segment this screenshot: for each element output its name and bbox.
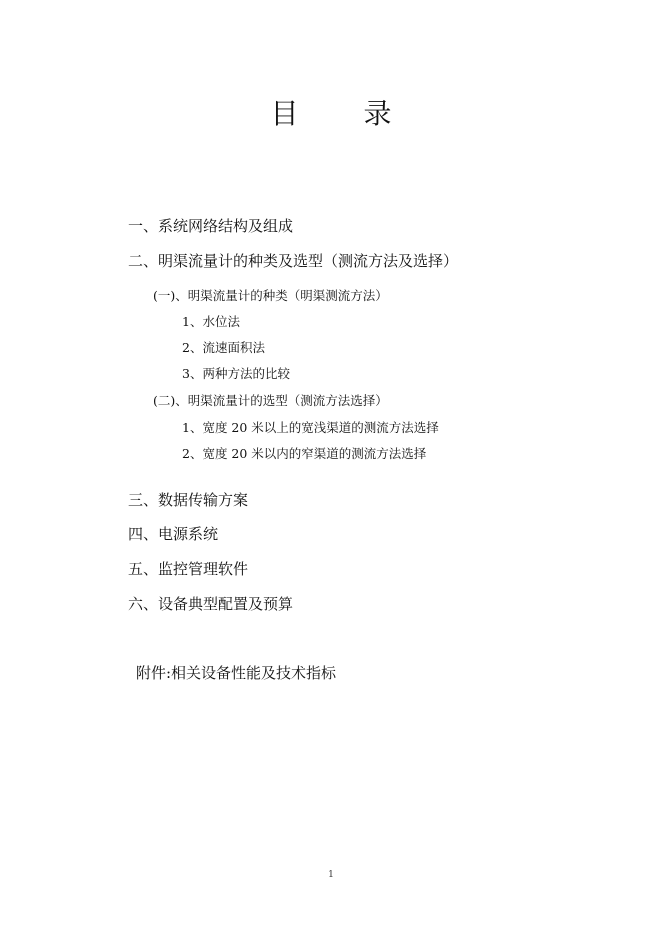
toc-section-2-sub-1-item-1: 1、水位法 — [182, 314, 240, 329]
toc-section-2-sub-1-item-2: 2、流速面积法 — [182, 340, 265, 355]
toc-section-6: 六、设备典型配置及预算 — [128, 595, 294, 613]
toc-section-2-sub-1: (一)、明渠流量计的种类（明渠测流方法） — [153, 288, 388, 303]
toc-section-2-sub-2: (二)、明渠流量计的选型（测流方法选择） — [153, 393, 388, 408]
toc-section-2-sub-1-item-3: 3、两种方法的比较 — [182, 366, 290, 381]
toc-section-5: 五、监控管理软件 — [128, 560, 249, 578]
toc-section-2: 二、明渠流量计的种类及选型（测流方法及选择） — [128, 252, 459, 270]
toc-section-3: 三、数据传输方案 — [128, 491, 249, 509]
toc-appendix: 附件:相关设备性能及技术指标 — [136, 664, 337, 682]
toc-section-2-sub-2-item-1: 1、宽度 20 米以上的宽浅渠道的测流方法选择 — [182, 420, 439, 435]
page-number: 1 — [328, 870, 334, 880]
toc-section-4: 四、电源系统 — [128, 525, 219, 543]
page-title: 目 录 — [270, 97, 420, 130]
toc-section-2-sub-2-item-2: 2、宽度 20 米以内的窄渠道的测流方法选择 — [182, 446, 427, 461]
toc-section-1: 一、系统网络结构及组成 — [128, 217, 294, 235]
